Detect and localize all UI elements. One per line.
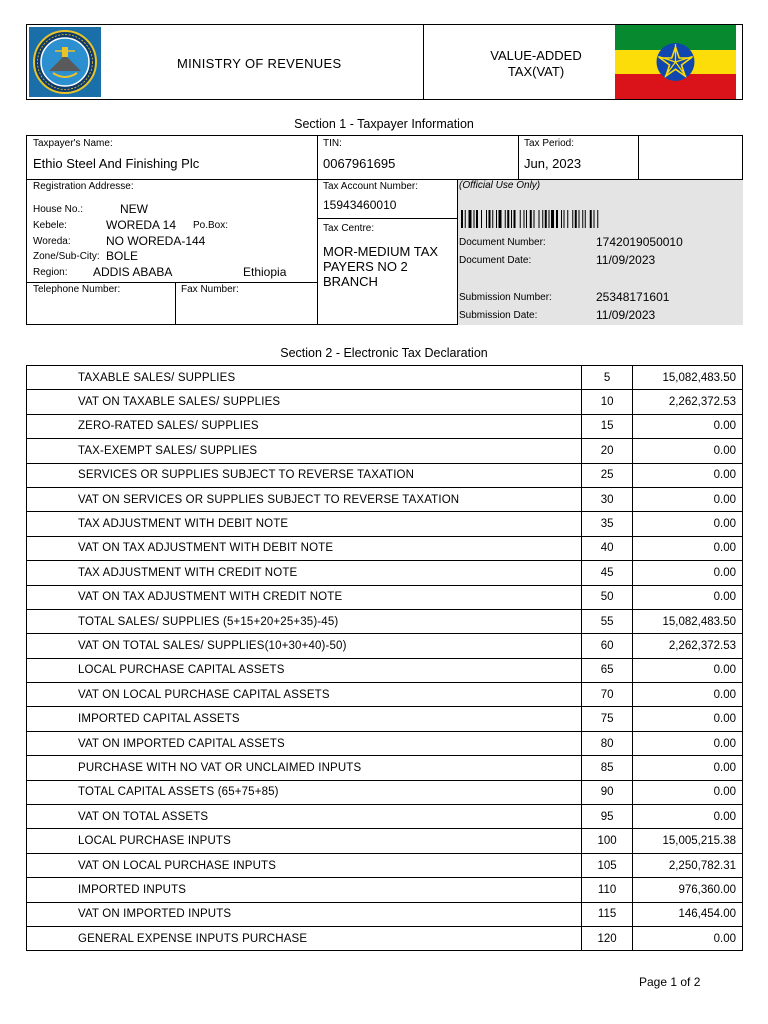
row-code: 35: [582, 512, 633, 536]
document-number-label: Document Number:: [459, 237, 546, 248]
row-description: VAT ON IMPORTED INPUTS: [27, 902, 582, 926]
submission-date-label: Submission Date:: [459, 310, 538, 321]
taxpayer-info-box: [26, 135, 743, 325]
table-row: [27, 756, 743, 780]
row-code: 100: [582, 829, 633, 853]
row-amount: 0.00: [633, 926, 743, 950]
row-code: 90: [582, 780, 633, 804]
row-amount: 0.00: [633, 439, 743, 463]
barcode-bar: [461, 210, 463, 228]
row-amount: 2,262,372.53: [633, 634, 743, 658]
vat-title-line2: TAX(VAT): [507, 64, 565, 79]
table-row: [27, 634, 743, 658]
row-amount: 0.00: [633, 683, 743, 707]
divider: [317, 136, 318, 325]
divider: [317, 218, 457, 219]
tax-centre-line1: MOR-MEDIUM TAX: [323, 244, 439, 259]
document-date-value: 11/09/2023: [596, 253, 656, 267]
barcode-bar: [585, 210, 586, 228]
document-number-value: 1742019050010: [596, 235, 683, 249]
woreda-label: Woreda:: [33, 236, 71, 247]
table-row: [27, 926, 743, 950]
barcode-bar: [469, 210, 472, 228]
submission-number-label: Submission Number:: [459, 292, 552, 303]
barcode-bar: [514, 210, 516, 228]
row-amount: 0.00: [633, 414, 743, 438]
divider: [175, 282, 176, 325]
row-code: 55: [582, 609, 633, 633]
row-amount: 15,005,215.38: [633, 829, 743, 853]
barcode-bar: [530, 210, 532, 228]
row-description: GENERAL EXPENSE INPUTS PURCHASE: [27, 926, 582, 950]
row-code: 20: [582, 439, 633, 463]
barcode-bar: [567, 210, 568, 228]
table-row: [27, 902, 743, 926]
row-description: TAXABLE SALES/ SUPPLIES: [27, 366, 582, 390]
barcode-bar: [549, 210, 550, 228]
barcode-bar: [474, 210, 475, 228]
divider: [27, 179, 743, 180]
row-description: VAT ON TAX ADJUSTMENT WITH CREDIT NOTE: [27, 585, 582, 609]
tin-label: TIN:: [323, 138, 342, 149]
barcode-bar: [551, 210, 554, 228]
header-divider: [423, 25, 424, 99]
table-row: [27, 512, 743, 536]
barcode-bar: [486, 210, 487, 228]
row-code: 110: [582, 878, 633, 902]
table-row: [27, 853, 743, 877]
barcode-bar: [594, 210, 595, 228]
page-number: Page 1 of 2: [639, 975, 701, 989]
table-row: [27, 609, 743, 633]
row-code: 105: [582, 853, 633, 877]
barcode-bar: [505, 210, 506, 228]
table-row: [27, 829, 743, 853]
row-description: TOTAL SALES/ SUPPLIES (5+15+20+25+35)-45): [27, 609, 582, 633]
row-code: 30: [582, 487, 633, 511]
row-amount: 0.00: [633, 585, 743, 609]
row-amount: 15,082,483.50: [633, 609, 743, 633]
row-description: TOTAL CAPITAL ASSETS (65+75+85): [27, 780, 582, 804]
row-amount: 146,454.00: [633, 902, 743, 926]
table-row: [27, 366, 743, 390]
row-code: 85: [582, 756, 633, 780]
row-amount: 0.00: [633, 463, 743, 487]
barcode-bar: [579, 210, 580, 228]
row-code: 75: [582, 707, 633, 731]
row-code: 5: [582, 366, 633, 390]
barcode-bar: [597, 210, 598, 228]
barcode-bar: [496, 210, 497, 228]
barcode-bar: [590, 210, 592, 228]
submission-date-value: 11/09/2023: [596, 308, 656, 322]
barcode-bar: [489, 210, 491, 228]
row-code: 50: [582, 585, 633, 609]
barcode-bar: [534, 210, 535, 228]
woreda-value: NO WOREDA-144: [106, 234, 206, 248]
barcode-bar: [564, 210, 565, 228]
barcode-bar: [499, 210, 502, 228]
row-description: VAT ON IMPORTED CAPITAL ASSETS: [27, 731, 582, 755]
row-amount: 2,262,372.53: [633, 390, 743, 414]
barcode-bar: [556, 210, 558, 228]
table-row: [27, 561, 743, 585]
barcode-bar: [524, 210, 525, 228]
house-no-label: House No.:: [33, 204, 84, 215]
document-header: [26, 24, 743, 100]
vat-title-line1: VALUE-ADDED: [490, 48, 582, 63]
tax-period-value: Jun, 2023: [524, 156, 582, 171]
ministry-name: MINISTRY OF REVENUES: [177, 56, 342, 71]
table-row: [27, 439, 743, 463]
divider: [457, 180, 458, 325]
row-amount: 2,250,782.31: [633, 853, 743, 877]
registration-label: Registration Addresse:: [33, 181, 134, 192]
row-description: LOCAL PURCHASE CAPITAL ASSETS: [27, 658, 582, 682]
kebele-label: Kebele:: [33, 220, 67, 231]
row-description: VAT ON LOCAL PURCHASE INPUTS: [27, 853, 582, 877]
barcode-bar: [476, 210, 478, 228]
barcode-bar: [539, 210, 540, 228]
row-description: TAX-EXEMPT SALES/ SUPPLIES: [27, 439, 582, 463]
table-row: [27, 658, 743, 682]
taxpayer-name: Ethio Steel And Finishing Plc: [33, 156, 200, 171]
table-row: [27, 878, 743, 902]
barcode-bar: [520, 210, 521, 228]
barcode-bar: [542, 210, 543, 228]
tax-account-value: 15943460010: [323, 198, 397, 212]
row-code: 10: [582, 390, 633, 414]
barcode-bar: [465, 210, 466, 228]
row-amount: 0.00: [633, 707, 743, 731]
region-value: ADDIS ABABA: [93, 265, 173, 279]
row-code: 95: [582, 805, 633, 829]
row-description: TAX ADJUSTMENT WITH DEBIT NOTE: [27, 512, 582, 536]
zone-value: BOLE: [106, 249, 139, 263]
row-code: 80: [582, 731, 633, 755]
tax-centre-value: [323, 244, 438, 289]
table-row: [27, 414, 743, 438]
row-code: 120: [582, 926, 633, 950]
official-use-label: (Official Use Only): [459, 180, 541, 191]
pobox-label: Po.Box:: [193, 220, 229, 231]
row-code: 115: [582, 902, 633, 926]
row-code: 60: [582, 634, 633, 658]
table-row: [27, 487, 743, 511]
row-amount: 15,082,483.50: [633, 366, 743, 390]
row-description: VAT ON TOTAL SALES/ SUPPLIES(10+30+40)-50): [27, 634, 582, 658]
taxpayer-name-label: Taxpayer's Name:: [33, 138, 113, 149]
section2-title: Section 2 - Electronic Tax Declaration: [280, 346, 488, 360]
country-value: Ethiopia: [243, 265, 287, 279]
barcode-bar: [575, 210, 577, 228]
table-row: [27, 805, 743, 829]
row-code: 70: [582, 683, 633, 707]
ministry-seal-icon: [29, 27, 101, 97]
row-code: 15: [582, 414, 633, 438]
row-description: VAT ON TOTAL ASSETS: [27, 805, 582, 829]
barcode-bar: [572, 210, 573, 228]
row-description: VAT ON SERVICES OR SUPPLIES SUBJECT TO REVERSE TAXATION: [27, 487, 582, 511]
row-amount: 0.00: [633, 536, 743, 560]
row-code: 65: [582, 658, 633, 682]
region-label: Region:: [33, 267, 68, 278]
row-description: IMPORTED INPUTS: [27, 878, 582, 902]
fax-label: Fax Number:: [181, 284, 239, 295]
row-amount: 0.00: [633, 731, 743, 755]
row-amount: 0.00: [633, 512, 743, 536]
tax-account-label: Tax Account Number:: [323, 181, 419, 192]
tax-period-label: Tax Period:: [524, 138, 575, 149]
table-row: [27, 780, 743, 804]
row-code: 25: [582, 463, 633, 487]
barcode-bar: [545, 210, 547, 228]
tax-centre-line2: PAYERS NO 2: [323, 259, 408, 274]
row-amount: 0.00: [633, 805, 743, 829]
barcode-bar: [526, 210, 527, 228]
tax-centre-line3: BRANCH: [323, 274, 378, 289]
divider: [638, 136, 639, 180]
barcode-bar: [507, 210, 509, 228]
house-no-value: NEW: [120, 202, 148, 216]
barcode-bar: [561, 210, 562, 228]
barcode-bar: [511, 210, 512, 228]
row-code: 45: [582, 561, 633, 585]
tin-value: 0067961695: [323, 156, 396, 171]
barcode-icon: [461, 210, 731, 228]
table-row: [27, 731, 743, 755]
row-amount: 0.00: [633, 756, 743, 780]
row-description: SERVICES OR SUPPLIES SUBJECT TO REVERSE TAXATION: [27, 463, 582, 487]
divider: [27, 282, 317, 283]
row-description: ZERO-RATED SALES/ SUPPLIES: [27, 414, 582, 438]
table-row: [27, 683, 743, 707]
row-amount: 0.00: [633, 780, 743, 804]
barcode-bar: [481, 210, 482, 228]
table-row: [27, 463, 743, 487]
row-description: VAT ON TAX ADJUSTMENT WITH DEBIT NOTE: [27, 536, 582, 560]
ethiopia-flag-icon: [615, 25, 736, 99]
table-row: [27, 585, 743, 609]
row-description: VAT ON LOCAL PURCHASE CAPITAL ASSETS: [27, 683, 582, 707]
barcode-bar: [492, 210, 493, 228]
row-amount: 976,360.00: [633, 878, 743, 902]
table-row: [27, 707, 743, 731]
telephone-label: Telephone Number:: [33, 284, 121, 295]
row-description: IMPORTED CAPITAL ASSETS: [27, 707, 582, 731]
declaration-table: [26, 365, 743, 951]
row-amount: 0.00: [633, 561, 743, 585]
vat-title: [459, 48, 613, 80]
submission-number-value: 25348171601: [596, 290, 670, 304]
barcode-bar: [582, 210, 583, 228]
row-description: PURCHASE WITH NO VAT OR UNCLAIMED INPUTS: [27, 756, 582, 780]
row-amount: 0.00: [633, 658, 743, 682]
tax-centre-label: Tax Centre:: [323, 223, 375, 234]
row-amount: 0.00: [633, 487, 743, 511]
row-description: VAT ON TAXABLE SALES/ SUPPLIES: [27, 390, 582, 414]
document-date-label: Document Date:: [459, 255, 532, 266]
zone-label: Zone/Sub-City:: [33, 251, 100, 262]
table-row: [27, 390, 743, 414]
divider: [518, 136, 519, 180]
section1-title: Section 1 - Taxpayer Information: [294, 117, 474, 131]
table-row: [27, 536, 743, 560]
row-description: LOCAL PURCHASE INPUTS: [27, 829, 582, 853]
row-code: 40: [582, 536, 633, 560]
kebele-value: WOREDA 14: [106, 218, 177, 232]
row-description: TAX ADJUSTMENT WITH CREDIT NOTE: [27, 561, 582, 585]
